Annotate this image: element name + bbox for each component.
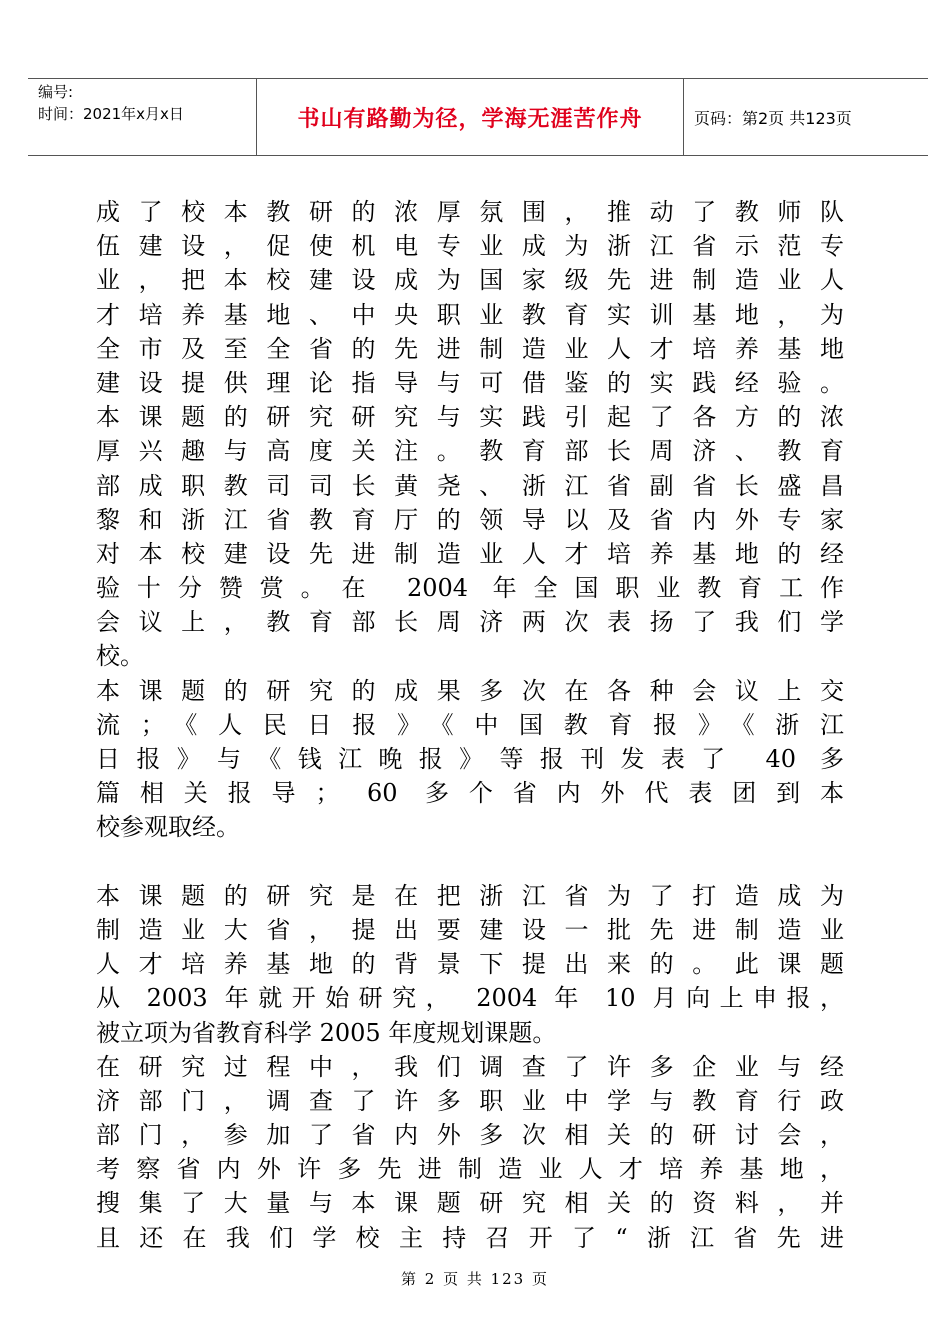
paragraph-line: 厚兴趣与高度关注。教育部长周济、教育 [96, 437, 844, 466]
header-page-info: 页码：第2页 共123页 [694, 108, 852, 128]
paragraph-line: 黎和浙江省教育厅的领导以及省内外专家 [96, 505, 844, 534]
paragraph-line: 制造业大省，提出要建设一批先进制造业 [96, 915, 844, 944]
paragraph-line: 验十分赞赏。在 2004 年全国职业教育工作 [96, 574, 844, 603]
paragraph-line: 全市及至全省的先进制造业人才培养基地 [96, 334, 844, 363]
paragraph-line: 伍建设，促使机电专业成为浙江省示范专 [96, 232, 844, 261]
paragraph-line: 流；《人民日报》《中国教育报》《浙江 [96, 710, 844, 739]
header-meta [38, 81, 184, 125]
paragraph-line: 建设提供理论指导与可借鉴的实践经验。 [96, 368, 844, 397]
paragraph-line: 篇相关报导； 60 多个省内外代表团到本 [96, 779, 844, 808]
document-code-label: 编号: [38, 83, 74, 101]
paragraph-line: 考察省内外许多先进制造业人才培养基地， [96, 1155, 844, 1184]
paragraph-line: 部门，参加了省内外多次相关的研讨会， [96, 1121, 844, 1150]
paragraph-line: 济部门，调查了许多职业中学与教育行政 [96, 1086, 844, 1115]
paragraph-line: 对本校建设先进制造业人才培养基地的经 [96, 539, 844, 568]
paragraph-line: 本课题的研究的成果多次在各种会议上交 [96, 676, 844, 705]
paragraph-line: 会议上，教育部长周济两次表扬了我们学 [96, 608, 844, 637]
paragraph-line: 才培养基地、中央职业教育实训基地，为 [96, 300, 844, 329]
paragraph-line: 校。 [96, 642, 144, 671]
paragraph-line: 日报》与《钱江晚报》等报刊发表了 40 多 [96, 745, 844, 773]
paragraph-line: 人才培养基地的背景下提出来的。此课题 [96, 950, 844, 979]
paragraph-line: 在研究过程中，我们调查了许多企业与经 [96, 1052, 844, 1081]
paragraph-line: 成了校本教研的浓厚氛围，推动了教师队 [96, 198, 844, 226]
document-time: 时间：2021年x月x日 [38, 105, 184, 123]
header-slogan: 书山有路勤为径，学海无涯苦作舟 [256, 79, 684, 155]
paragraph-line: 搜集了大量与本课题研究相关的资料，并 [96, 1189, 844, 1218]
paragraph-line: 校参观取经。 [96, 813, 240, 842]
page-header [28, 78, 928, 156]
paragraph-line: 从 2003 年就开始研究， 2004 年 10 月向上申报， [96, 984, 844, 1013]
blank-line [96, 845, 844, 879]
paragraph-line: 且还在我们学校主持召开了“浙江省先进 [96, 1223, 844, 1252]
paragraph-line: 本课题的研究研究与实践引起了各方的浓 [96, 403, 844, 432]
page-footer: 第 2 页 共 123 页 [400, 1270, 549, 1288]
paragraph-line: 本课题的研究是在把浙江省为了打造成为 [96, 881, 844, 910]
paragraph-line: 被立项为省教育科学 2005 年度规划课题。 [96, 1018, 557, 1047]
document-body [96, 195, 844, 1255]
paragraph-line: 业，把本校建设成为国家级先进制造业人 [96, 266, 844, 295]
paragraph-line: 部成职教司司长黄尧、浙江省副省长盛昌 [96, 471, 844, 500]
